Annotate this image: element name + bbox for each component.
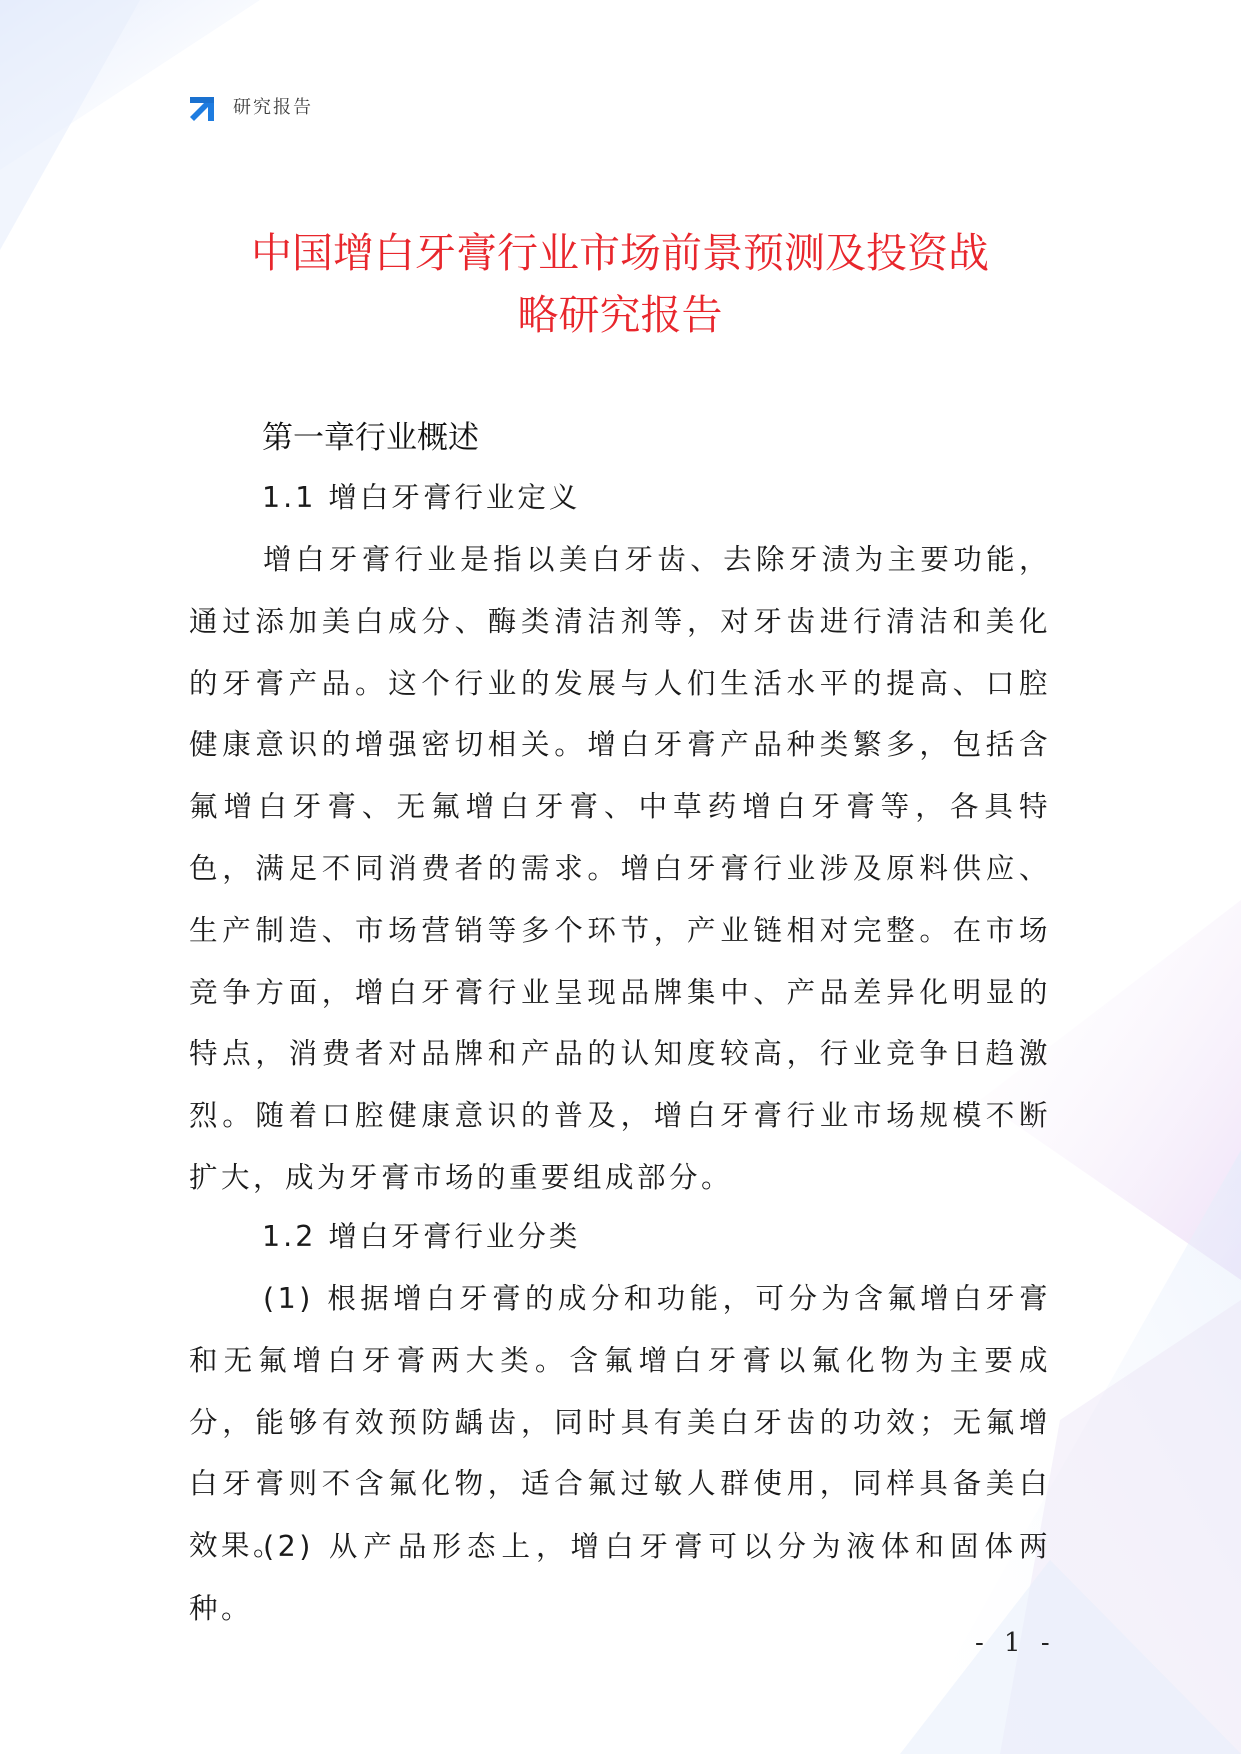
title-line-2: 略研究报告: [517, 291, 723, 339]
document-title: [150, 222, 1090, 346]
report-header: [188, 88, 313, 124]
arrow-up-right-icon: [188, 89, 222, 123]
header-label: 研究报告: [233, 97, 313, 118]
chapter-heading: 第一章行业概述: [262, 420, 479, 456]
title-line-1: 中国增白牙膏行业市场前景预测及投资战: [251, 229, 989, 277]
page-number: - 1 -: [975, 1628, 1056, 1658]
section-heading-1-2: 1.2 增白牙膏行业分类: [262, 1220, 581, 1253]
section-1-2-paragraph-1: (1) 根据增白牙膏的成分和功能，可分为含氟增白牙膏和无氟增白牙膏两大类。含氟增白牙膏以氟化物为主要成分，能够有效预防龋齿，同时具有美白牙齿的功效；无氟增白牙膏则不含氟化物，适合氟过敏人群使用，同样具备美白效果。: [189, 1282, 1051, 1563]
section-1-2-paragraph-2: (2) 从产品形态上，增白牙膏可以分为液体和固体两种。: [189, 1530, 1051, 1625]
section-heading-1-1: 1.1 增白牙膏行业定义: [262, 481, 581, 514]
section-1-1-paragraph: 增白牙膏行业是指以美白牙齿、去除牙渍为主要功能，通过添加美白成分、酶类清洁剂等，对牙齿进行清洁和美化的牙膏产品。这个行业的发展与人们生活水平的提高、口腔健康意识的增强密切相关。增白牙膏产品种类繁多，包括含氟增白牙膏、无氟增白牙膏、中草药增白牙膏等，各具特色，满足不同消费者的需求。增白牙膏行业涉及原料供应、生产制造、市场营销等多个环节，产业链相对完整。在市场竞争方面，增白牙膏行业呈现品牌集中、产品差异化明显的特点，消费者对品牌和产品的认知度较高，行业竞争日趋激烈。随着口腔健康意识的普及，增白牙膏行业市场规模不断扩大，成为牙膏市场的重要组成部分。: [189, 543, 1051, 1194]
